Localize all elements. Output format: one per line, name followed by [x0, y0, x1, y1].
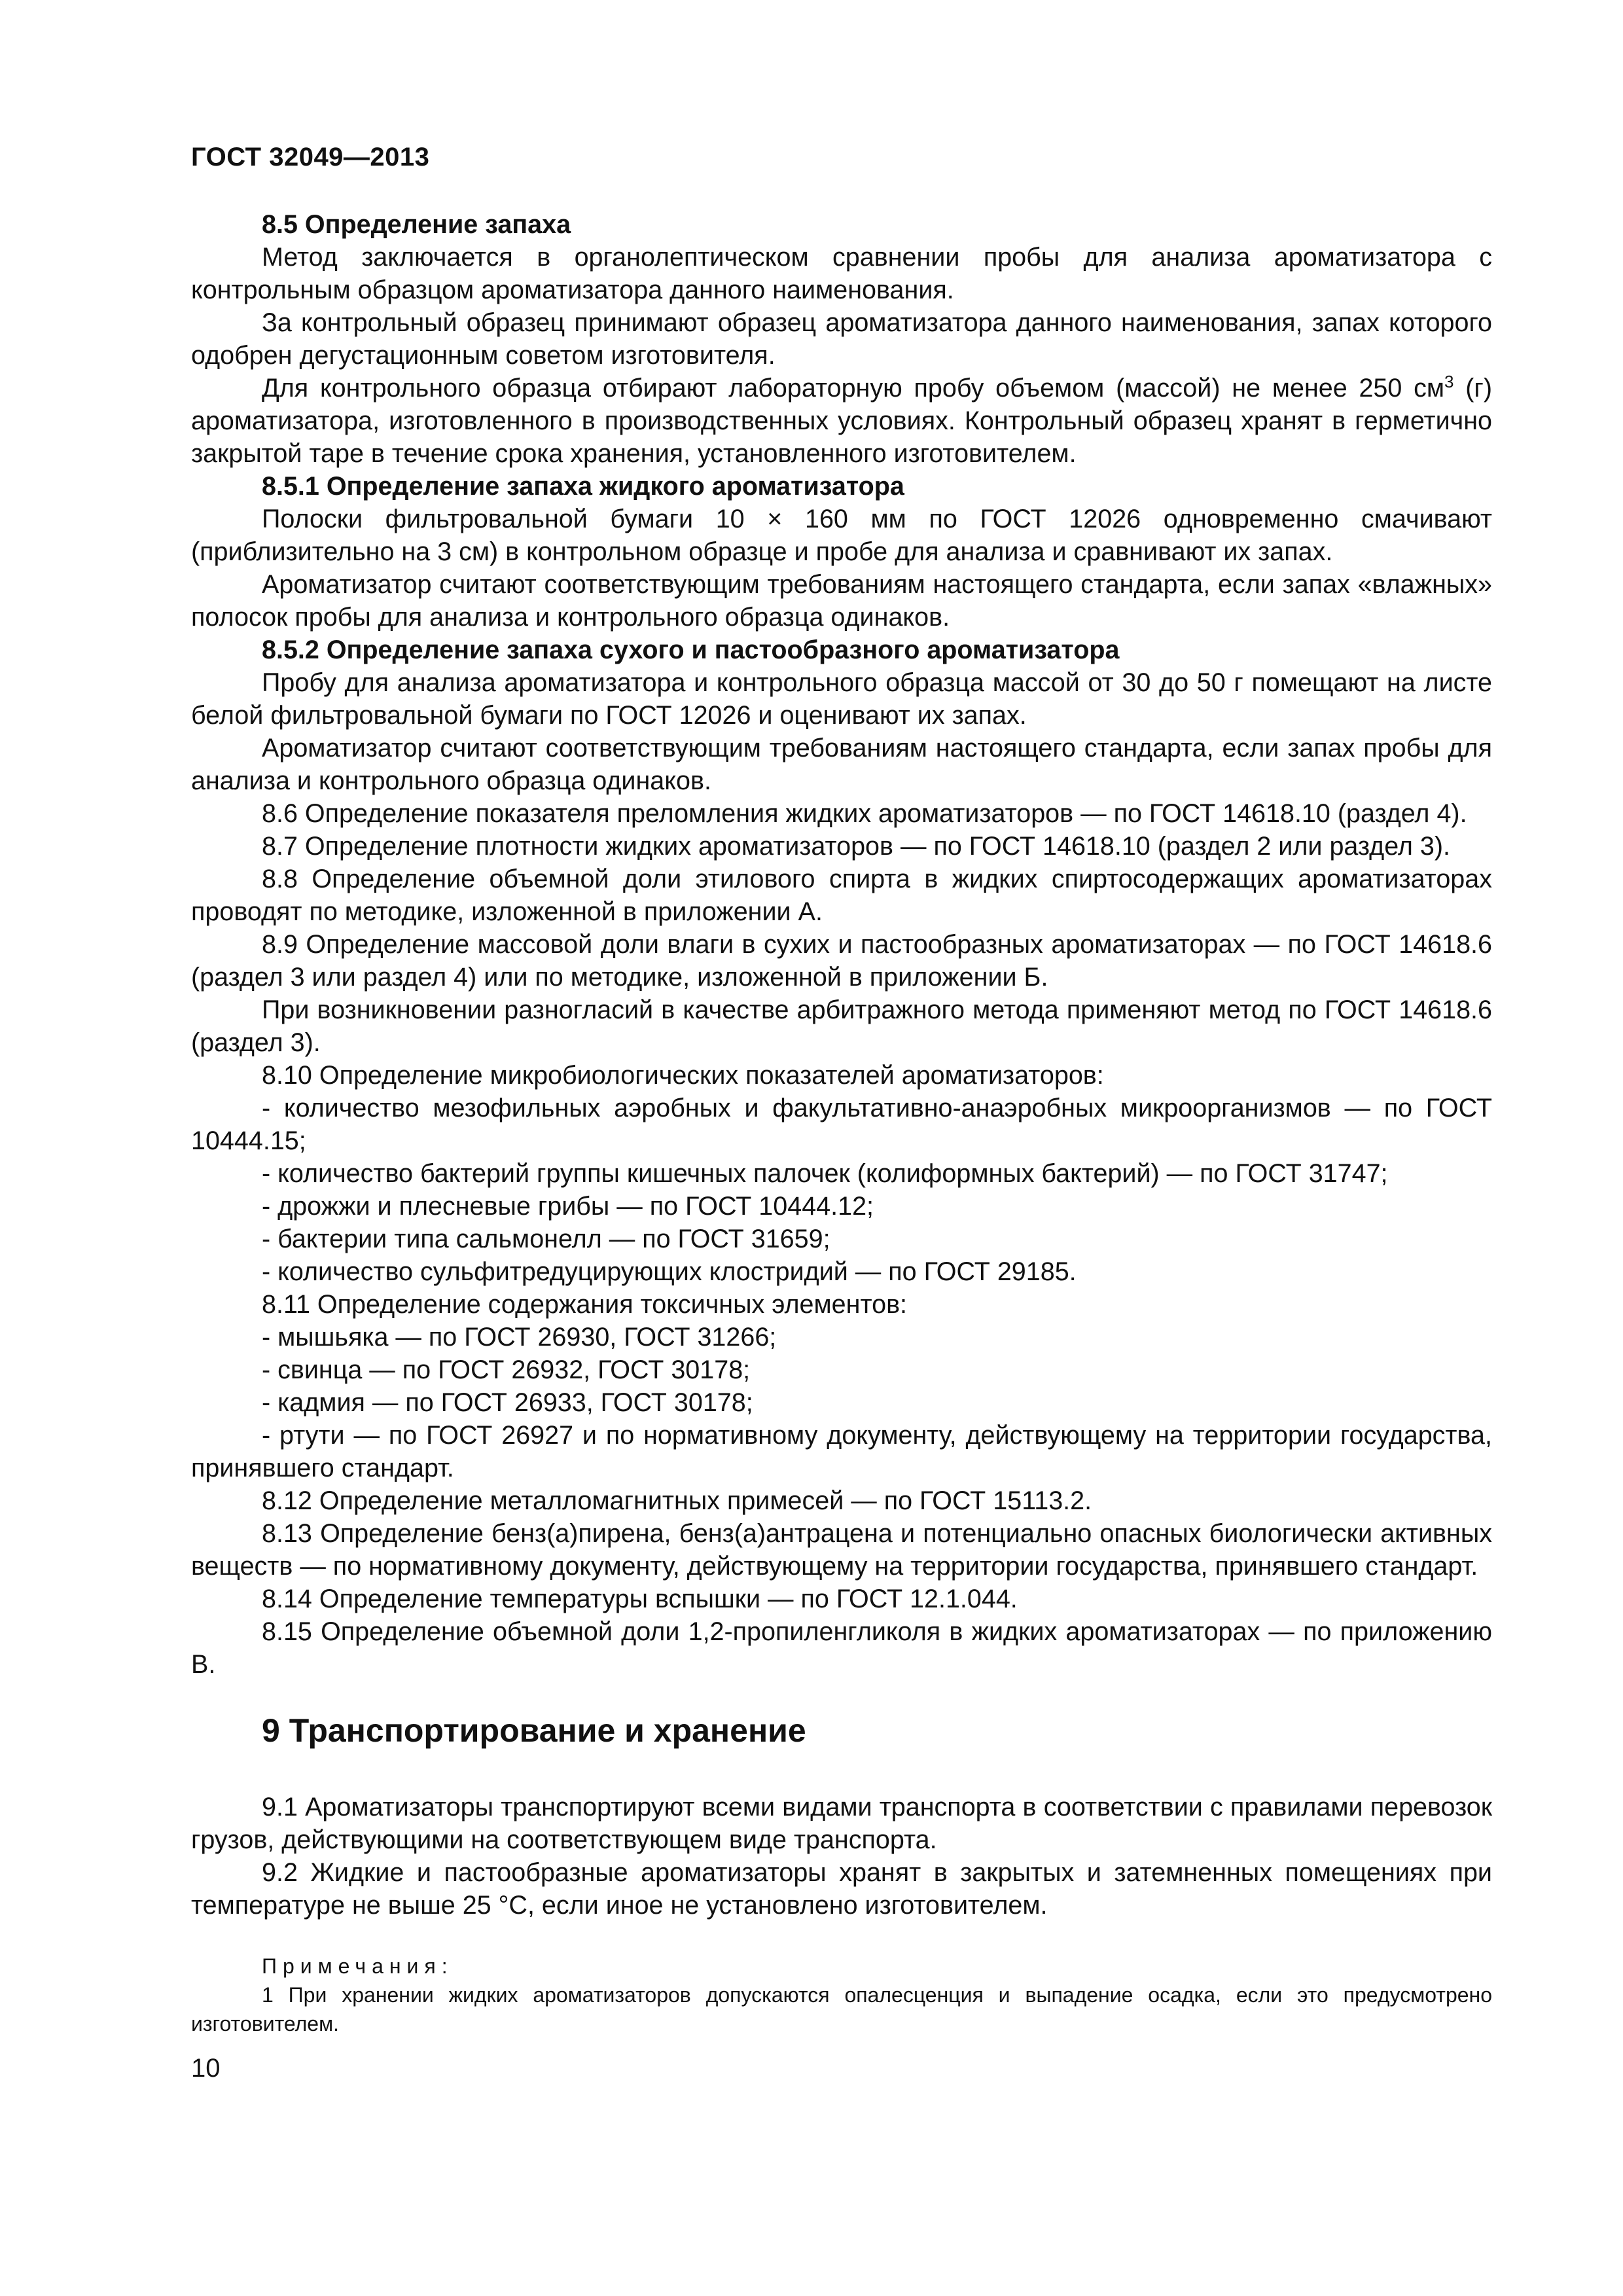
list-item: - количество бактерий группы кишечных палочек (колиформных бактерий) — по ГОСТ 31747; [262, 1159, 1388, 1188]
paragraph: Метод заключается в органолептическом сравнении пробы для анализа ароматизатора с контрольным образцом ароматизатора данного наименования. [191, 243, 1492, 304]
paragraph: Полоски фильтровальной бумаги 10 × 160 мм по ГОСТ 12026 одновременно смачивают (приблизительно на 3 см) в контрольном образце и пробе для анализа и сравнивают их запах. [191, 505, 1492, 566]
section-8-15: 8.15 Определение объемной доли 1,2-пропиленгликоля в жидких ароматизаторах — по приложению В. [191, 1617, 1492, 1679]
section-8-13: 8.13 Определение бенз(а)пирена, бенз(а)антрацена и потенциально опасных биологически активных веществ — по нормативному документу, действующему на территории государства, принявшего стандарт. [191, 1519, 1492, 1581]
section-9-heading: 9 Транспортирование и хранение [262, 1712, 806, 1749]
superscript: 3 [1444, 371, 1454, 391]
list-item: - кадмия — по ГОСТ 26933, ГОСТ 30178; [262, 1388, 753, 1417]
paragraph: Ароматизатор считают соответствующим требованиям настоящего стандарта, если запах пробы для анализа и контрольного образца одинаков. [191, 734, 1492, 795]
section-9-1: 9.1 Ароматизаторы транспортируют всеми видами транспорта в соответствии с правилами перевозок грузов, действующими на соответствующем виде транспорта. [191, 1793, 1492, 1854]
document-body [191, 208, 1492, 2038]
paragraph: Пробу для анализа ароматизатора и контрольного образца массой от 30 до 50 г помещают на листе белой фильтровальной бумаги по ГОСТ 12026 и оценивают их запах. [191, 668, 1492, 730]
section-8-14: 8.14 Определение температуры вспышки — по ГОСТ 12.1.044. [262, 1585, 1018, 1613]
note-1: 1 При хранении жидких ароматизаторов допускаются опалесценция и выпадение осадка, если это предусмотрено изготовителем. [191, 1983, 1492, 2036]
list-item: - бактерии типа сальмонелл — по ГОСТ 31659; [262, 1225, 830, 1253]
section-8-12: 8.12 Определение металломагнитных примесей — по ГОСТ 15113.2. [262, 1486, 1092, 1515]
section-8-7: 8.7 Определение плотности жидких ароматизаторов — по ГОСТ 14618.10 (раздел 2 или раздел 3). [262, 832, 1450, 861]
paragraph: За контрольный образец принимают образец ароматизатора данного наименования, запах которого одобрен дегустационным советом изготовителя. [191, 308, 1492, 370]
notes-label: Примечания: [262, 1954, 454, 1978]
section-8-5-title: 8.5 Определение запаха [262, 210, 571, 239]
section-8-5-1-title: 8.5.1 Определение запаха жидкого ароматизатора [262, 472, 904, 501]
page-number: 10 [191, 2054, 221, 2083]
section-8-11-title: 8.11 Определение содержания токсичных элементов: [262, 1290, 908, 1319]
list-item: - свинца — по ГОСТ 26932, ГОСТ 30178; [262, 1355, 751, 1384]
section-8-5-2-title: 8.5.2 Определение запаха сухого и пастообразного ароматизатора [262, 636, 1120, 664]
list-item: - мышьяка — по ГОСТ 26930, ГОСТ 31266; [262, 1323, 777, 1352]
list-item: - ртути — по ГОСТ 26927 и по нормативному документу, действующему на территории государства, принявшего стандарт. [191, 1421, 1492, 1482]
text-run: Для контрольного образца отбирают лабораторную пробу объемом (массой) не менее 250 см [262, 374, 1445, 403]
paragraph: При возникновении разногласий в качестве арбитражного метода применяют метод по ГОСТ 14618.6 (раздел 3). [191, 996, 1492, 1057]
text-run: (г) ароматизатора, изготовленного в производственных условиях. Контрольный образец хранят в герметично закрытой таре в течение срока хранения, установленного изготовителем. [191, 374, 1492, 468]
section-8-8: 8.8 Определение объемной доли этилового спирта в жидких спиртосодержащих ароматизаторах проводят по методике, изложенной в приложении А. [191, 865, 1492, 926]
section-8-9: 8.9 Определение массовой доли влаги в сухих и пастообразных ароматизаторах — по ГОСТ 14618.6 (раздел 3 или раздел 4) или по методике, изложенной в приложении Б. [191, 930, 1492, 992]
section-8-6: 8.6 Определение показателя преломления жидких ароматизаторов — по ГОСТ 14618.10 (раздел 4). [262, 799, 1467, 828]
paragraph: Ароматизатор считают соответствующим требованиям настоящего стандарта, если запах «влажных» полосок пробы для анализа и контрольного образца одинаков. [191, 570, 1492, 632]
list-item: - дрожжи и плесневые грибы — по ГОСТ 10444.12; [262, 1192, 874, 1221]
paragraph [191, 372, 1492, 470]
list-item: - количество сульфитредуцирующих клостридий — по ГОСТ 29185. [262, 1257, 1077, 1286]
list-item: - количество мезофильных аэробных и факультативно-анаэробных микроорганизмов — по ГОСТ 10444.15; [191, 1094, 1492, 1155]
document-header: ГОСТ 32049—2013 [191, 143, 430, 171]
section-9-2: 9.2 Жидкие и пастообразные ароматизаторы хранят в закрытых и затемненных помещениях при температуре не выше 25 °С, если иное не установлено изготовителем. [191, 1858, 1492, 1920]
section-8-10-title: 8.10 Определение микробиологических показателей ароматизаторов: [262, 1061, 1104, 1090]
